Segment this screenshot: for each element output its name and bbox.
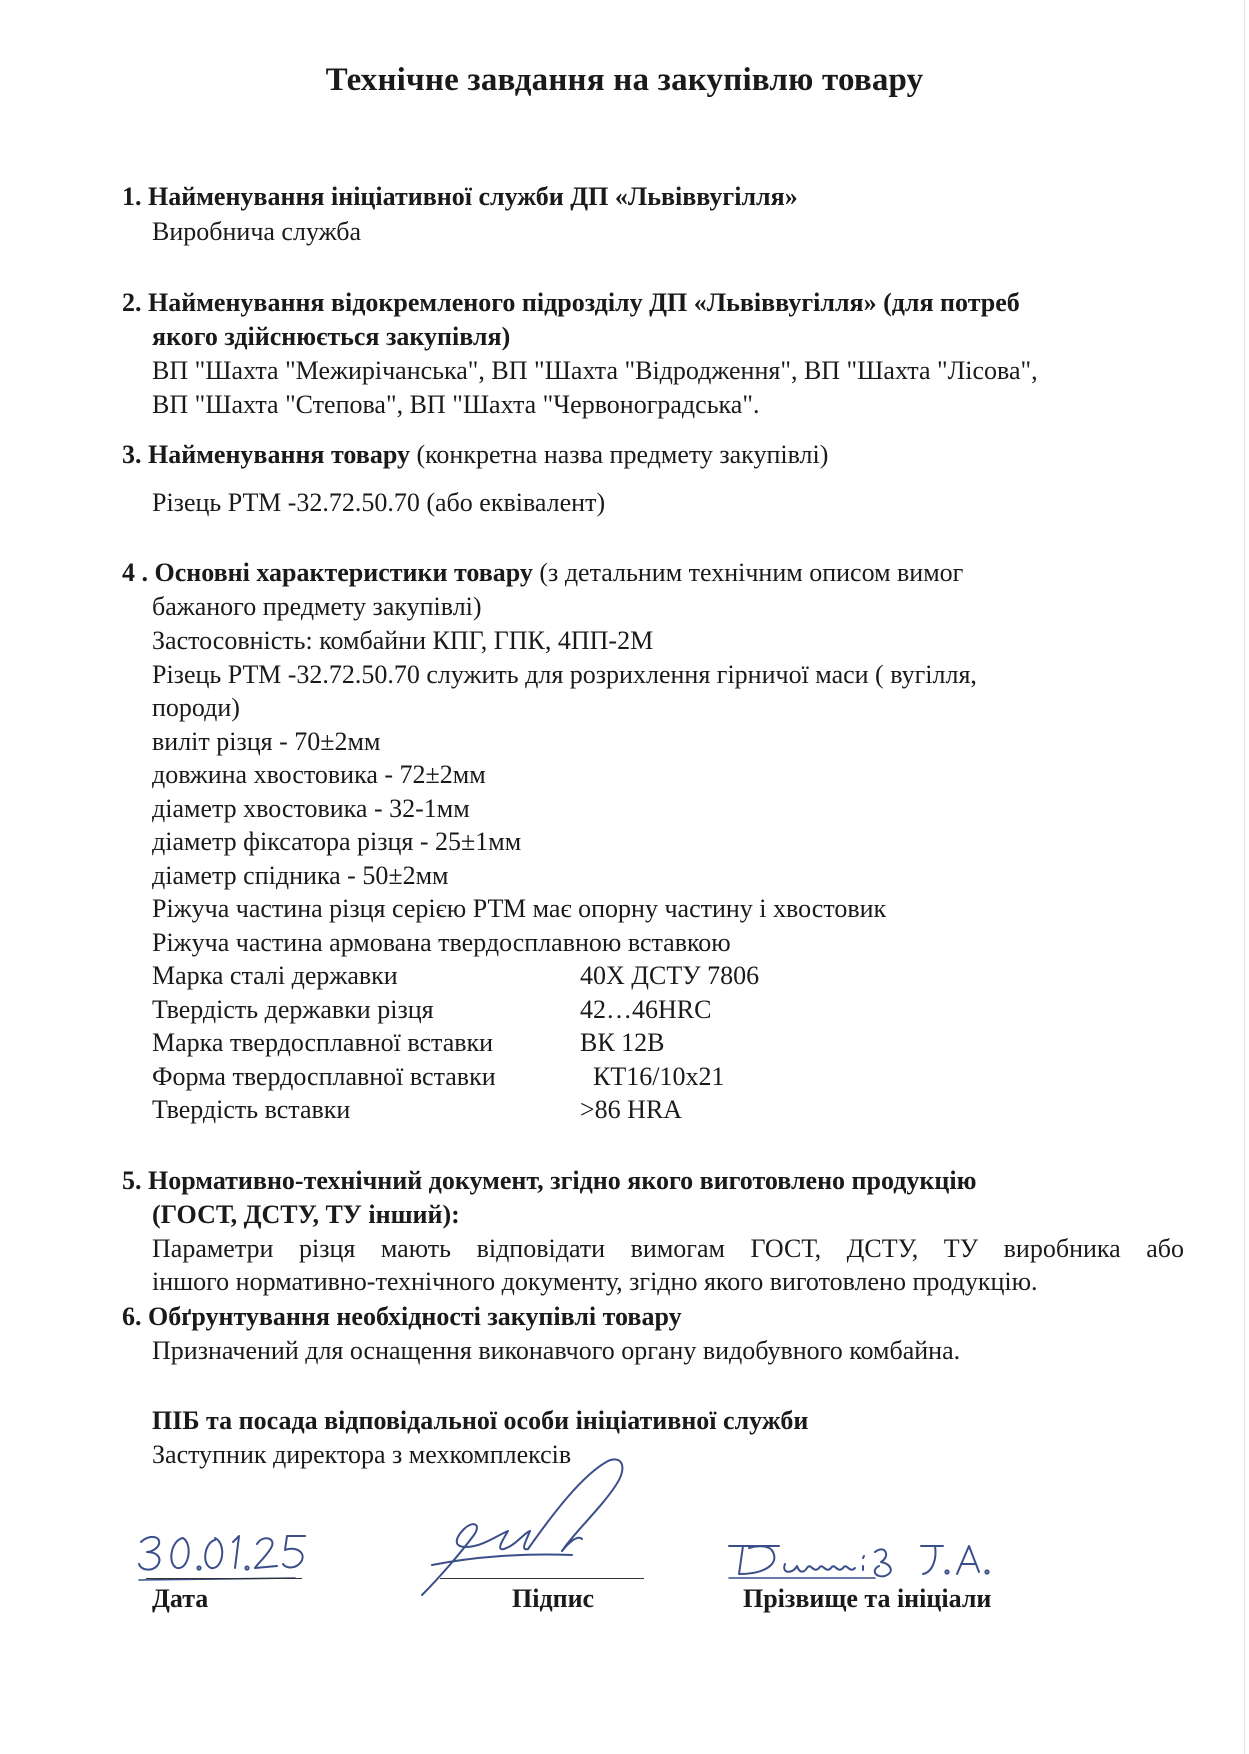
spec-label: Твердість державки різця — [152, 995, 434, 1024]
spec-value: 40Х ДСТУ 7806 — [580, 961, 760, 990]
section-1-heading: 1. Найменування ініціативної служби ДП «Львіввугілля» — [122, 182, 798, 211]
section-4-heading-row — [122, 558, 963, 588]
date-underline — [146, 1578, 302, 1579]
signature-label: Підпис — [512, 1584, 595, 1613]
section-4-line: Ріжуча частина армована твердосплавною вставкою — [152, 928, 731, 957]
section-4-line: діаметр спідника - 50±2мм — [152, 861, 449, 890]
section-4-line: діаметр хвостовика - 32-1мм — [152, 794, 470, 823]
section-3-text: Різець РТМ -32.72.50.70 (або еквівалент) — [152, 488, 606, 517]
section-1-text: Виробнича служба — [152, 217, 361, 246]
section-4-line: Різець РТМ -32.72.50.70 служить для розрихлення гірничої маси ( вугілля, — [152, 660, 977, 689]
section-4-line: Застосовність: комбайни КПГ, ГПК, 4ПП-2М — [152, 626, 654, 655]
section-2-heading-line-2: якого здійснюється закупівля) — [152, 322, 511, 351]
spec-value: КТ16/10х21 — [580, 1062, 725, 1091]
handwritten-signature — [412, 1455, 662, 1605]
section-5-line-1: Параметри різця мають відповідати вимогам ГОСТ, ДСТУ, ТУ виробника або — [152, 1234, 1184, 1263]
section-4-line: виліт різця - 70±2мм — [152, 727, 381, 756]
section-6-text: Призначений для оснащення виконавчого органу видобувного комбайна. — [152, 1336, 961, 1365]
section-4-line: Ріжуча частина різця серією РТМ має опорну частину і хвостовик — [152, 894, 887, 923]
spec-label: Марка сталі державки — [152, 961, 398, 990]
signature-underline — [440, 1578, 644, 1579]
date-label: Дата — [152, 1584, 209, 1613]
spec-label: Форма твердосплавної вставки — [152, 1062, 496, 1091]
section-4-note-2: бажаного предмету закупівлі) — [152, 592, 482, 621]
section-6-heading: 6. Обґрунтування необхідності закупівлі товару — [122, 1302, 682, 1331]
section-5-heading-line-2: (ГОСТ, ДСТУ, ТУ інший): — [152, 1200, 460, 1229]
name-label: Прізвище та ініціали — [743, 1584, 992, 1613]
spec-value: ВК 12В — [580, 1028, 665, 1057]
section-2-line-2: ВП "Шахта "Степова", ВП "Шахта "Червоноградська". — [152, 390, 760, 419]
section-5-line-2: іншого нормативно-технічного документу, згідно якого виготовлено продукцію. — [152, 1267, 1038, 1296]
scan-edge — [1244, 0, 1245, 1754]
spec-value: 42…46HRC — [580, 995, 712, 1024]
section-3-heading-row — [122, 440, 828, 470]
section-3-note: (конкретна назва предмету закупівлі) — [409, 440, 829, 469]
spec-label: Твердість вставки — [152, 1095, 351, 1124]
handwritten-name — [725, 1534, 1025, 1590]
section-4-line: діаметр фіксатора різця - 25±1мм — [152, 827, 522, 856]
section-5-heading-line-1: 5. Нормативно-технічний документ, згідно якого виготовлено продукцію — [122, 1166, 977, 1195]
responsible-heading: ПІБ та посада відповідальної особи ініціативної служби — [152, 1406, 809, 1435]
section-4-line: породи) — [152, 693, 240, 722]
spec-value: >86 HRA — [580, 1095, 683, 1124]
handwritten-date — [135, 1528, 315, 1588]
section-4-line: довжина хвостовика - 72±2мм — [152, 760, 486, 789]
document-title: Технічне завдання на закупівлю товару — [325, 62, 924, 98]
section-2-line-1: ВП "Шахта "Межирічанська", ВП "Шахта "Відродження", ВП "Шахта "Лісова", — [152, 356, 1038, 385]
spec-label: Марка твердосплавної вставки — [152, 1028, 494, 1057]
section-4-note-1: (з детальним технічним описом вимог — [532, 558, 964, 587]
section-2-heading-line-1: 2. Найменування відокремленого підрозділу ДП «Львіввугілля» (для потреб — [122, 288, 1020, 317]
section-3-heading: 3. Найменування товару — [122, 440, 410, 469]
section-4-heading: 4 . Основні характеристики товару — [122, 558, 533, 587]
responsible-position: Заступник директора з мехкомплексів — [152, 1440, 572, 1469]
